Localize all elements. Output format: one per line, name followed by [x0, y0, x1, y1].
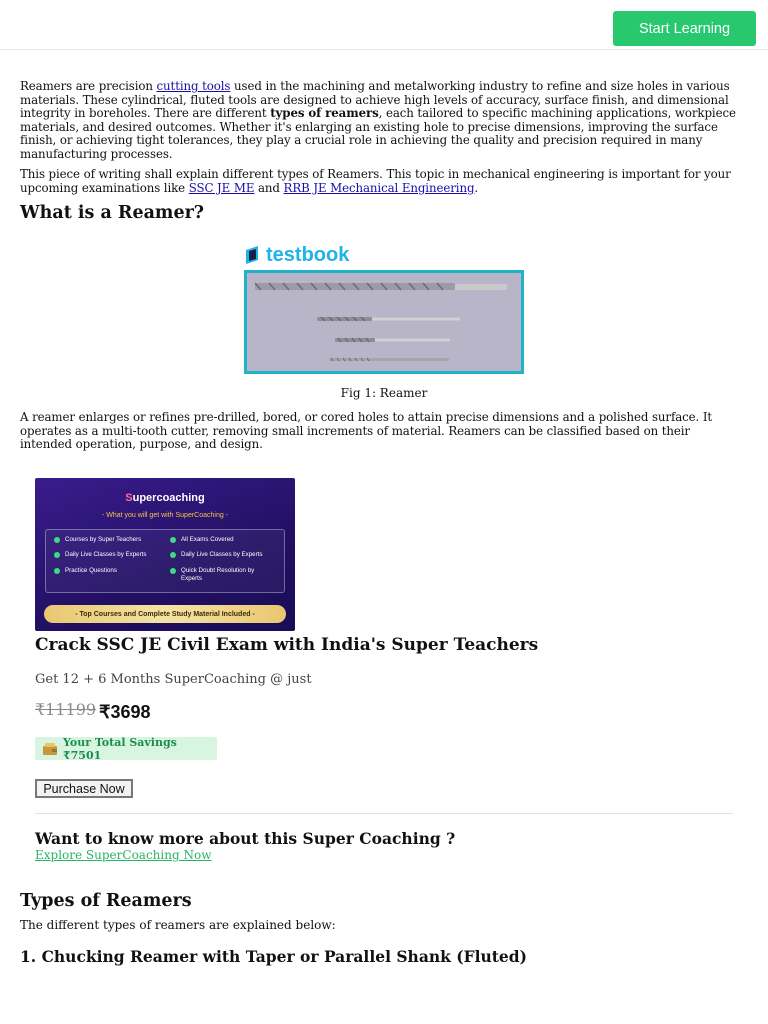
types-intro-text: The different types of reamers are explained below: — [20, 918, 336, 932]
check-dot-icon — [170, 537, 176, 543]
reamer-illustration — [247, 273, 521, 371]
testbook-logo-icon — [246, 246, 260, 264]
banner-bottom-strip: - Top Courses and Complete Study Material Included - — [44, 605, 286, 623]
check-dot-icon — [170, 568, 176, 574]
banner-feature: Courses by Super Teachers — [54, 536, 164, 544]
rrb-je-mechanical-link[interactable]: RRB JE Mechanical Engineering — [283, 180, 475, 195]
chucking-reamer-heading: 1. Chucking Reamer with Taper or Parallel Shank (Fluted) — [20, 947, 527, 966]
old-price: ₹11199 — [35, 700, 97, 719]
ssc-je-me-link[interactable]: SSC JE ME — [188, 180, 255, 195]
purpose-paragraph: This piece of writing shall explain different types of Reamers. This topic in mechanical engineering is important for your upcoming examinations like SSC JE ME and RRB JE Mechanical Engineering. — [20, 167, 731, 195]
new-price: ₹3698 — [99, 702, 151, 722]
banner-feature: Daily Live Classes by Experts — [54, 551, 164, 559]
savings-badge: Your Total Savings ₹7501 — [35, 737, 217, 760]
types-of-reamers-heading: Types of Reamers — [20, 891, 192, 911]
banner-feature: Quick Doubt Resolution by Experts — [170, 567, 270, 583]
check-dot-icon — [54, 552, 60, 558]
section-divider — [35, 813, 733, 814]
cutting-tools-link[interactable]: cutting tools — [156, 79, 231, 93]
purchase-now-button[interactable]: Purchase Now — [35, 779, 133, 798]
testbook-logo: testbook — [246, 244, 349, 266]
banner-feature: All Exams Covered — [170, 536, 280, 544]
top-bar — [0, 0, 768, 50]
banner-feature: Daily Live Classes by Experts — [170, 551, 280, 559]
explore-supercoaching-link[interactable]: Explore SuperCoaching Now — [35, 848, 212, 862]
check-dot-icon — [170, 552, 176, 558]
check-dot-icon — [54, 568, 60, 574]
more-info-heading: Want to know more about this Super Coaching ? — [35, 829, 456, 848]
reamer-tiny — [329, 358, 449, 361]
check-dot-icon — [54, 537, 60, 543]
promo-title: Crack SSC JE Civil Exam with India's Super Teachers — [35, 635, 539, 655]
promo-subtitle: Get 12 + 6 Months SuperCoaching @ just — [35, 672, 312, 687]
supercoaching-brand: Supercoaching — [125, 492, 205, 504]
types-of-reamers-bold: types of reamers — [270, 106, 379, 120]
intro-paragraph: Reamers are precision cutting tools used in the machining and metalworking industry to refine and size holes in various materials. These cylindrical, fluted tools are designed to achieve high levels of accuracy, surface finish, and dimensional integrity in boreholes. There are different types of reamers, each tailored to specific machining applications, workpiece materials, and desired outcomes. Whether it's enlarging an existing hole to precise dimensions, improving the surface finish, or achieving tight tolerances, they play a crucial role in achieving the quality and precision required in many manufacturing processes. — [20, 79, 736, 161]
start-learning-button[interactable]: Start Learning — [613, 11, 756, 46]
what-is-reamer-heading: What is a Reamer? — [20, 203, 205, 223]
article-content — [20, 80, 745, 223]
reamer-medium — [317, 317, 460, 321]
definition-paragraph: A reamer enlarges or refines pre-drilled, bored, or cored holes to attain precise dimensions and a polished surface. It operates as a multi-tooth cutter, removing small increments of material. Reamers can be classified based on their intended operation, purpose, and design. — [20, 410, 713, 451]
wallet-icon — [43, 743, 57, 755]
supercoaching-banner[interactable] — [35, 478, 295, 631]
banner-feature: Practice Questions — [54, 567, 164, 575]
figure-caption: Fig 1: Reamer — [340, 386, 428, 400]
banner-features-box — [45, 529, 285, 593]
banner-tagline: - What you will get with SuperCoaching - — [101, 512, 229, 519]
reamer-figure-image — [244, 270, 524, 374]
reamer-small — [335, 338, 450, 342]
reamer-large — [255, 283, 507, 290]
